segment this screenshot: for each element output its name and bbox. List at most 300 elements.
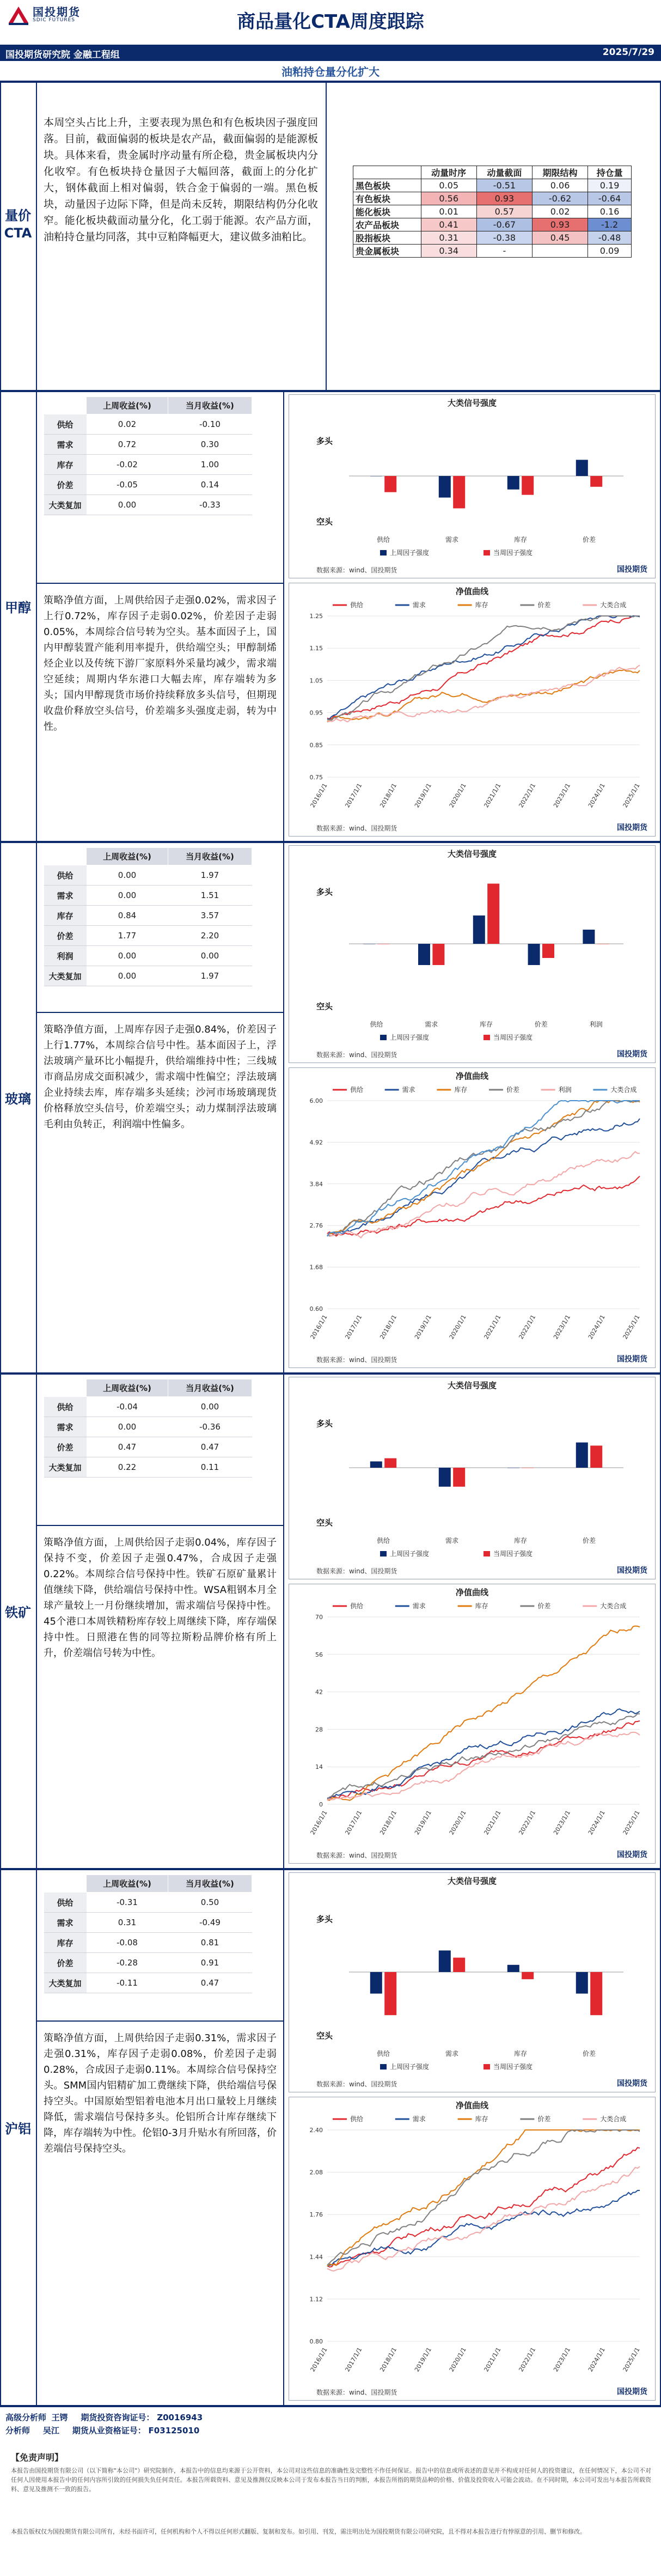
nav-legend-item (458, 2115, 488, 2123)
x-tick-label: 2024/1/1 (586, 2346, 607, 2373)
section-rule (36, 1012, 283, 1013)
svg-text:当周因子强度: 当周因子强度 (493, 2063, 533, 2071)
nav-legend-item (541, 1085, 572, 1094)
nav-legend-item (333, 1602, 363, 1610)
summary-cell: -0.48 (588, 231, 632, 245)
bar-this-week (453, 1468, 465, 1487)
long-axis-label: 多头 (316, 887, 333, 897)
summary-cell: -1.2 (588, 218, 632, 231)
factor-section-methanol (0, 391, 661, 842)
y-tick-label: 0.85 (309, 741, 323, 749)
y-tick-label: 4.92 (309, 1139, 323, 1146)
factor-row (44, 886, 252, 906)
disclaimer-text-2: 本报告版权仅为国投期货有限公司所有，未经书面许可，任何机构和个人不得以任何形式翻版、复制和发布。如引用、刊发，需注明出处为国投期货有限公司研究院，且不得对本报告进行有悖原意的引用、删节和修改。 (11, 2528, 586, 2535)
factor-row (44, 1457, 252, 1478)
analyst-1-role: 高级分析师 (5, 2413, 47, 2422)
nav-legend-item (583, 601, 626, 609)
analyst-2-role: 分析师 (5, 2426, 30, 2435)
section-divider-2 (283, 1374, 284, 1869)
svg-text:大类合成: 大类合成 (600, 2115, 627, 2123)
analyst-2-cert-label: 期货从业资格证号： (72, 2426, 146, 2435)
nav-series-line (327, 616, 640, 720)
nav-series-line (327, 616, 640, 719)
nav-curve-chart (289, 1067, 656, 1368)
legend-last-week (380, 1549, 429, 1558)
factor-name: 需求 (44, 435, 87, 455)
analyst-1 (5, 2412, 661, 2423)
bar-last-week (439, 476, 451, 498)
factor-row (44, 1913, 252, 1933)
x-tick-label: 2024/1/1 (586, 1809, 607, 1836)
nav-legend-item (520, 1602, 550, 1610)
nav-chart-title: 净值曲线 (455, 1588, 488, 1597)
y-tick-label: 2.76 (309, 1222, 323, 1230)
nav-legend-item (583, 2115, 626, 2123)
strategy-commentary: 策略净值方面，上周供给因子走弱0.04%，库存因子保持不变，价差因子走强0.47%，合成因子走强0.22%。本周综合信号保持中性。铁矿石原矿量累计值继续下降，供给端信号保持中性。WSA粗钢本月全球产量较上一月份继续增加，需求端信号保持中性。45个港口本周铁精粉库存较上周继续下降，库存端保持中性。日照港在售的同等拉斯粉品牌价格有所上升，价差端信号转为中性。 (44, 1537, 277, 1659)
factor-last-week: 0.72 (87, 435, 168, 455)
category-tick-label: 供给 (376, 536, 390, 544)
chart-source: 数据来源：wind、国投期货 (316, 2389, 397, 2396)
factor-month: 0.14 (168, 475, 252, 495)
factor-section-aluminum (0, 1869, 661, 2406)
factor-row (44, 475, 252, 495)
section-label-iron_ore: 铁矿 (5, 1605, 31, 1620)
x-tick-label: 2024/1/1 (586, 782, 607, 809)
factor-row (44, 414, 252, 435)
factor-last-week: 0.47 (87, 1437, 168, 1457)
bar-this-week (453, 1958, 465, 1972)
nav-series-line (327, 1709, 640, 1798)
factor-header-month: 当月收益(%) (168, 397, 252, 414)
overview-text: 本周空头占比上升，主要表现为黑色和有色板块因子强度回落。目前，截面偏弱的板块是农产品，截面偏弱的是能源板块。具体来看，贵金属时序动量有所企稳，贵金属板块内分化收窄。有色板块持仓量因子大幅回落，截面上的分化扩大，钢体截面上相对偏弱，铁合金于偏弱的一端。黑色板块，动量因子边际下降，但是尚未反转，期限结构仍分化收窄。能化板块截面动量分化，化工弱于能源。农产品方面，油粕持仓量均同落，其中豆粕降幅更大，建议做多油粕比。 (44, 117, 318, 243)
svg-text:价差: 价差 (537, 2115, 551, 2123)
long-axis-label: 多头 (316, 1419, 333, 1429)
summary-header: 期限结构 (532, 166, 587, 179)
category-tick-label: 库存 (479, 1021, 493, 1028)
factor-last-week: 0.02 (87, 414, 168, 435)
y-tick-label: 42 (315, 1688, 323, 1696)
signal-chart-title: 大类信号强度 (447, 398, 497, 408)
category-tick-label: 价差 (534, 1021, 548, 1028)
nav-series-line (327, 2166, 640, 2271)
factor-row (44, 966, 252, 986)
summary-row (353, 192, 632, 205)
section-title: 油粕持仓量分化扩大 (0, 62, 661, 82)
signal-strength-chart (289, 1872, 656, 2092)
chart-logo: 国投期货 (617, 2388, 647, 2396)
factor-month: 1.97 (168, 865, 252, 886)
summary-cell: 0.05 (421, 179, 476, 192)
factor-row (44, 1397, 252, 1417)
nav-series-line (327, 1119, 640, 1236)
nav-chart-title: 净值曲线 (455, 1071, 488, 1081)
x-tick-label: 2022/1/1 (517, 782, 537, 809)
summary-cell: 0.16 (588, 205, 632, 218)
factor-header-blank (44, 848, 87, 865)
x-tick-label: 2021/1/1 (482, 2346, 503, 2373)
analyst-1-cert: Z0016943 (157, 2413, 203, 2422)
bar-this-week (432, 944, 444, 965)
svg-text:供给: 供给 (350, 1602, 364, 1610)
long-axis-label: 多头 (316, 1914, 333, 1924)
svg-text:大类合成: 大类合成 (610, 1086, 637, 1094)
x-tick-label: 2017/1/1 (344, 1809, 364, 1836)
factor-month: 0.50 (168, 1893, 252, 1913)
factor-row (44, 926, 252, 946)
logo-name-cn: 国投期货 (33, 5, 81, 19)
summary-cell: 0.57 (476, 205, 532, 218)
y-tick-label: 14 (315, 1763, 323, 1771)
nav-series-line (327, 670, 640, 722)
svg-text:价差: 价差 (506, 1086, 520, 1094)
x-tick-label: 2023/1/1 (552, 1314, 572, 1341)
summary-cell: 0.34 (421, 245, 476, 258)
nav-legend-item (333, 1085, 363, 1094)
bar-last-week (576, 1443, 588, 1468)
factor-section-glass (0, 842, 661, 1374)
x-tick-label: 2022/1/1 (517, 1809, 537, 1836)
section-rule (36, 1525, 283, 1526)
y-tick-label: 0 (319, 1801, 323, 1808)
org-name: 国投期货研究院 金融工程组 (5, 50, 120, 60)
x-tick-label: 2021/1/1 (482, 1809, 503, 1836)
report-title: 商品量化CTA周度跟踪 (237, 11, 424, 33)
factor-row (44, 1417, 252, 1437)
summary-cell: -0.67 (476, 218, 532, 231)
chart-logo: 国投期货 (617, 1050, 647, 1059)
chart-logo: 国投期货 (617, 2079, 647, 2088)
factor-month: 0.47 (168, 1437, 252, 1457)
nav-legend-item (458, 1602, 488, 1610)
svg-text:库存: 库存 (475, 601, 488, 609)
factor-return-table (44, 1875, 252, 1993)
nav-legend-item (385, 1085, 415, 1094)
factor-name: 需求 (44, 1913, 87, 1933)
analyst-2-name: 吴江 (42, 2426, 59, 2435)
factor-header-month: 当月收益(%) (168, 1875, 252, 1893)
x-tick-label: 2025/1/1 (621, 1809, 641, 1836)
nav-legend-item (520, 601, 550, 609)
bar-last-week (507, 476, 519, 490)
y-tick-label: 70 (315, 1614, 323, 1621)
factor-header-row (44, 1379, 252, 1397)
section-divider (36, 842, 37, 1374)
svg-text:需求: 需求 (412, 1602, 426, 1610)
summary-sector: 贵金属板块 (353, 245, 421, 258)
svg-text:当周因子强度: 当周因子强度 (493, 1550, 533, 1558)
factor-last-week: 1.77 (87, 926, 168, 946)
nav-series-line (327, 2130, 640, 2265)
summary-cell: 0.06 (532, 179, 587, 192)
y-tick-label: 56 (315, 1651, 323, 1658)
factor-month: -0.36 (168, 1417, 252, 1437)
nav-series-line (327, 1176, 640, 1236)
x-tick-label: 2023/1/1 (552, 782, 572, 809)
chart-source: 数据来源：wind、国投期货 (316, 1356, 397, 1364)
analyst-2 (5, 2425, 661, 2436)
factor-name: 利润 (44, 946, 87, 966)
bar-last-week (507, 1965, 519, 1972)
factor-last-week: -0.02 (87, 455, 168, 475)
factor-header-blank (44, 1875, 87, 1893)
x-tick-label: 2020/1/1 (448, 1314, 468, 1341)
x-tick-label: 2016/1/1 (309, 782, 329, 809)
short-axis-label: 空头 (316, 2031, 333, 2041)
x-tick-label: 2020/1/1 (448, 2346, 468, 2373)
x-tick-label: 2025/1/1 (621, 2346, 641, 2373)
section-rule (36, 2020, 283, 2022)
y-tick-label: 2.40 (309, 2127, 323, 2134)
y-tick-label: 1.68 (309, 1263, 323, 1271)
x-tick-label: 2021/1/1 (482, 782, 503, 809)
factor-last-week: 0.00 (87, 1417, 168, 1437)
factor-month: 0.30 (168, 435, 252, 455)
factor-row (44, 865, 252, 886)
y-tick-label: 6.00 (309, 1097, 323, 1104)
factor-summary-table (353, 166, 632, 258)
summary-header: 持仓量 (588, 166, 632, 179)
summary-header-row (353, 166, 632, 179)
y-tick-label: 1.25 (309, 613, 323, 620)
bar-last-week (370, 476, 382, 477)
factor-month: 0.81 (168, 1933, 252, 1953)
summary-cell: 0.09 (588, 245, 632, 258)
nav-legend-item (593, 1085, 636, 1094)
category-tick-label: 需求 (425, 1021, 438, 1028)
header-bar (0, 45, 661, 61)
disclaimer-text-1: 本报告由国投期货有限公司（以下简称"本公司"）研究院制作，本报告中的信息均来源于公开资料，本公司对这些信息的准确性及完整性不作任何保证。报告中的信息或所表述的意见并不构成对任何人的投资建议，在任何情况下，本公司不对任何人因使用本报告中的任何内容所引致的任何损失负任何责任。本报告所载资料、意见及推测仅反映本公司于发布本报告当日的判断，本报告所指的期货品种的价格、价值及投资收入可能会波动。在不同时期，本公司可发出与本报告所载资料、意见及推测不一致的报告。 (11, 2467, 651, 2493)
y-tick-label: 1.05 (309, 677, 323, 685)
nav-series-line (327, 2130, 640, 2267)
bar-this-week (384, 1972, 396, 2015)
analyst-1-cert-label: 期货投资咨询证号： (81, 2413, 155, 2422)
signal-chart-title: 大类信号强度 (447, 1876, 497, 1886)
short-axis-label: 空头 (316, 1518, 333, 1528)
section-divider (36, 1869, 37, 2406)
summary-cell: 0.56 (421, 192, 476, 205)
chart-source: 数据来源：wind、国投期货 (316, 1051, 397, 1059)
section-divider-2 (283, 1869, 284, 2406)
factor-name: 需求 (44, 886, 87, 906)
bar-last-week (576, 460, 588, 476)
bar-last-week (439, 1950, 451, 1972)
logo-name-en: SDIC FUTURES (33, 17, 75, 23)
factor-month: 1.97 (168, 966, 252, 986)
svg-text:价差: 价差 (537, 601, 551, 609)
factor-month: 0.00 (168, 946, 252, 966)
nav-series-line (327, 1626, 640, 1800)
x-tick-label: 2018/1/1 (378, 782, 399, 809)
summary-cell: 0.93 (476, 192, 532, 205)
bar-last-week (583, 930, 595, 944)
bar-this-week (522, 1972, 534, 1979)
x-tick-label: 2018/1/1 (378, 2346, 399, 2373)
signal-chart-svg (289, 395, 655, 578)
summary-header: 动量时序 (421, 166, 476, 179)
svg-text:利润: 利润 (558, 1086, 572, 1094)
nav-chart-title: 净值曲线 (455, 2101, 488, 2110)
category-tick-label: 库存 (513, 536, 528, 544)
signal-strength-chart (289, 1377, 656, 1579)
factor-month: -0.33 (168, 495, 252, 515)
svg-text:需求: 需求 (412, 2115, 426, 2123)
footer-rule (0, 2406, 661, 2407)
svg-text:价差: 价差 (537, 1602, 551, 1610)
bar-last-week (418, 944, 430, 965)
factor-header-row (44, 1875, 252, 1893)
y-tick-label: 1.12 (309, 2296, 323, 2303)
factor-last-week: -0.28 (87, 1953, 168, 1973)
analyst-1-name: 王锷 (51, 2413, 68, 2422)
section-divider (36, 1374, 37, 1869)
section-label-glass: 玻璃 (5, 1091, 31, 1107)
nav-series-line (327, 1714, 640, 1799)
factor-name: 大类复加 (44, 1457, 87, 1478)
factor-name: 价差 (44, 1437, 87, 1457)
factor-month: 1.51 (168, 886, 252, 906)
category-tick-label: 库存 (513, 2050, 528, 2058)
factor-row (44, 1933, 252, 1953)
summary-cell: 0.31 (421, 231, 476, 245)
x-tick-label: 2019/1/1 (413, 1809, 433, 1836)
factor-return-table (44, 1379, 252, 1478)
bar-last-week (370, 1461, 382, 1468)
factor-name: 库存 (44, 906, 87, 926)
y-tick-label: 0.60 (309, 1305, 323, 1313)
long-axis-label: 多头 (316, 436, 333, 446)
svg-text:供给: 供给 (350, 1086, 364, 1094)
bar-last-week (439, 1468, 451, 1487)
factor-name: 需求 (44, 1417, 87, 1437)
bar-this-week (487, 884, 499, 944)
factor-name: 库存 (44, 455, 87, 475)
summary-cell: -0.62 (532, 192, 587, 205)
y-tick-label: 1.15 (309, 645, 323, 652)
chart-logo: 国投期货 (617, 565, 647, 574)
summary-cell: 0.19 (588, 179, 632, 192)
factor-row (44, 435, 252, 455)
x-tick-label: 2016/1/1 (309, 1314, 329, 1341)
nav-legend-item (333, 601, 363, 609)
nav-series-line (327, 1152, 640, 1238)
svg-text:大类合成: 大类合成 (600, 601, 627, 609)
category-tick-label: 需求 (445, 1537, 459, 1545)
bar-this-week (542, 944, 554, 958)
bar-last-week (576, 1972, 588, 1994)
factor-month: 0.91 (168, 1953, 252, 1973)
category-tick-label: 供给 (376, 1537, 390, 1545)
x-tick-label: 2017/1/1 (344, 2346, 364, 2373)
factor-header-last: 上周收益(%) (87, 1875, 168, 1893)
svg-text:供给: 供给 (350, 2115, 364, 2123)
category-tick-label: 库存 (513, 1537, 528, 1545)
section-divider (36, 391, 37, 842)
factor-last-week: -0.08 (87, 1933, 168, 1953)
summary-cell: - (476, 245, 532, 258)
chart-logo: 国投期货 (617, 1566, 647, 1575)
legend-this-week (483, 1549, 533, 1558)
summary-cell: -0.64 (588, 192, 632, 205)
y-tick-label: 1.76 (309, 2211, 323, 2219)
category-tick-label: 需求 (445, 2050, 459, 2058)
factor-last-week: -0.04 (87, 1397, 168, 1417)
factor-last-week: 0.00 (87, 495, 168, 515)
bar-this-week (384, 476, 396, 492)
legend-this-week (483, 548, 533, 557)
factor-month: 0.47 (168, 1973, 252, 1993)
nav-legend-item (458, 601, 488, 609)
factor-last-week: -0.11 (87, 1973, 168, 1993)
short-axis-label: 空头 (316, 1002, 333, 1011)
factor-row (44, 455, 252, 475)
y-tick-label: 1.44 (309, 2253, 323, 2261)
strategy-commentary: 策略净值方面，上周供给因子走强0.02%，需求因子上行0.72%，库存因子走弱0.02%，价差因子走弱0.05%，本周综合信号转为空头。基本面因子上，国内甲醇装置产能利用率提升，供给端空头；甲醇制烯烃企业以及传统下游厂家原料外采量均减少，需求端空延续；周期内华东港口大幅去库，库存端转为多头；国内甲醇现货市场价持续释放多头信号，但期现收盘价释放空头信号，价差端多头强度走弱，转为中性。 (44, 595, 277, 732)
factor-row (44, 1953, 252, 1973)
summary-cell: -0.51 (476, 179, 532, 192)
chart-source: 数据来源：wind、国投期货 (316, 566, 397, 574)
nav-chart-svg (289, 2097, 655, 2400)
summary-cell: 0.01 (421, 205, 476, 218)
summary-row (353, 205, 632, 218)
svg-text:上周因子强度: 上周因子强度 (390, 1550, 430, 1558)
factor-name: 大类复加 (44, 495, 87, 515)
factor-month: -0.49 (168, 1913, 252, 1933)
section-label-aluminum: 沪铝 (5, 2121, 31, 2137)
nav-series-line (327, 1721, 640, 1799)
report-header (0, 0, 661, 39)
factor-header-blank (44, 397, 87, 414)
signal-chart-title: 大类信号强度 (447, 849, 497, 859)
x-tick-label: 2022/1/1 (517, 2346, 537, 2373)
factor-return-table (44, 847, 252, 986)
factor-month: 3.57 (168, 906, 252, 926)
section-divider-2 (283, 842, 284, 1374)
factor-last-week: 0.84 (87, 906, 168, 926)
summary-sector: 黑色板块 (353, 179, 421, 192)
category-tick-label: 价差 (582, 536, 596, 544)
factor-header-last: 上周收益(%) (87, 397, 168, 414)
svg-text:上周因子强度: 上周因子强度 (390, 549, 430, 557)
chart-source: 数据来源：wind、国投期货 (316, 1852, 397, 1859)
factor-row (44, 1437, 252, 1457)
summary-cell: 0.02 (532, 205, 587, 218)
nav-curve-chart (289, 2097, 656, 2401)
x-tick-label: 2019/1/1 (413, 1314, 433, 1341)
bar-last-week (528, 944, 540, 965)
bar-this-week (522, 476, 534, 495)
factor-last-week: 0.00 (87, 966, 168, 986)
nav-series-line (327, 1101, 640, 1236)
nav-chart-svg (289, 583, 655, 836)
factor-month: -0.10 (168, 414, 252, 435)
legend-this-week (483, 1033, 533, 1041)
summary-header: 动量截面 (476, 166, 532, 179)
section-divider-2 (283, 391, 284, 842)
nav-legend-item (489, 1085, 519, 1094)
bar-this-week (453, 476, 465, 508)
bar-this-week (384, 1458, 396, 1468)
category-tick-label: 价差 (582, 1537, 596, 1545)
factor-month: 0.11 (168, 1457, 252, 1478)
nav-legend-item (395, 2115, 426, 2123)
bar-this-week (590, 1445, 602, 1468)
factor-row (44, 946, 252, 966)
legend-last-week (380, 548, 429, 557)
bar-this-week (590, 1972, 602, 2015)
nav-legend-item (583, 1602, 626, 1610)
factor-header-month: 当月收益(%) (168, 848, 252, 865)
factor-month: 2.20 (168, 926, 252, 946)
